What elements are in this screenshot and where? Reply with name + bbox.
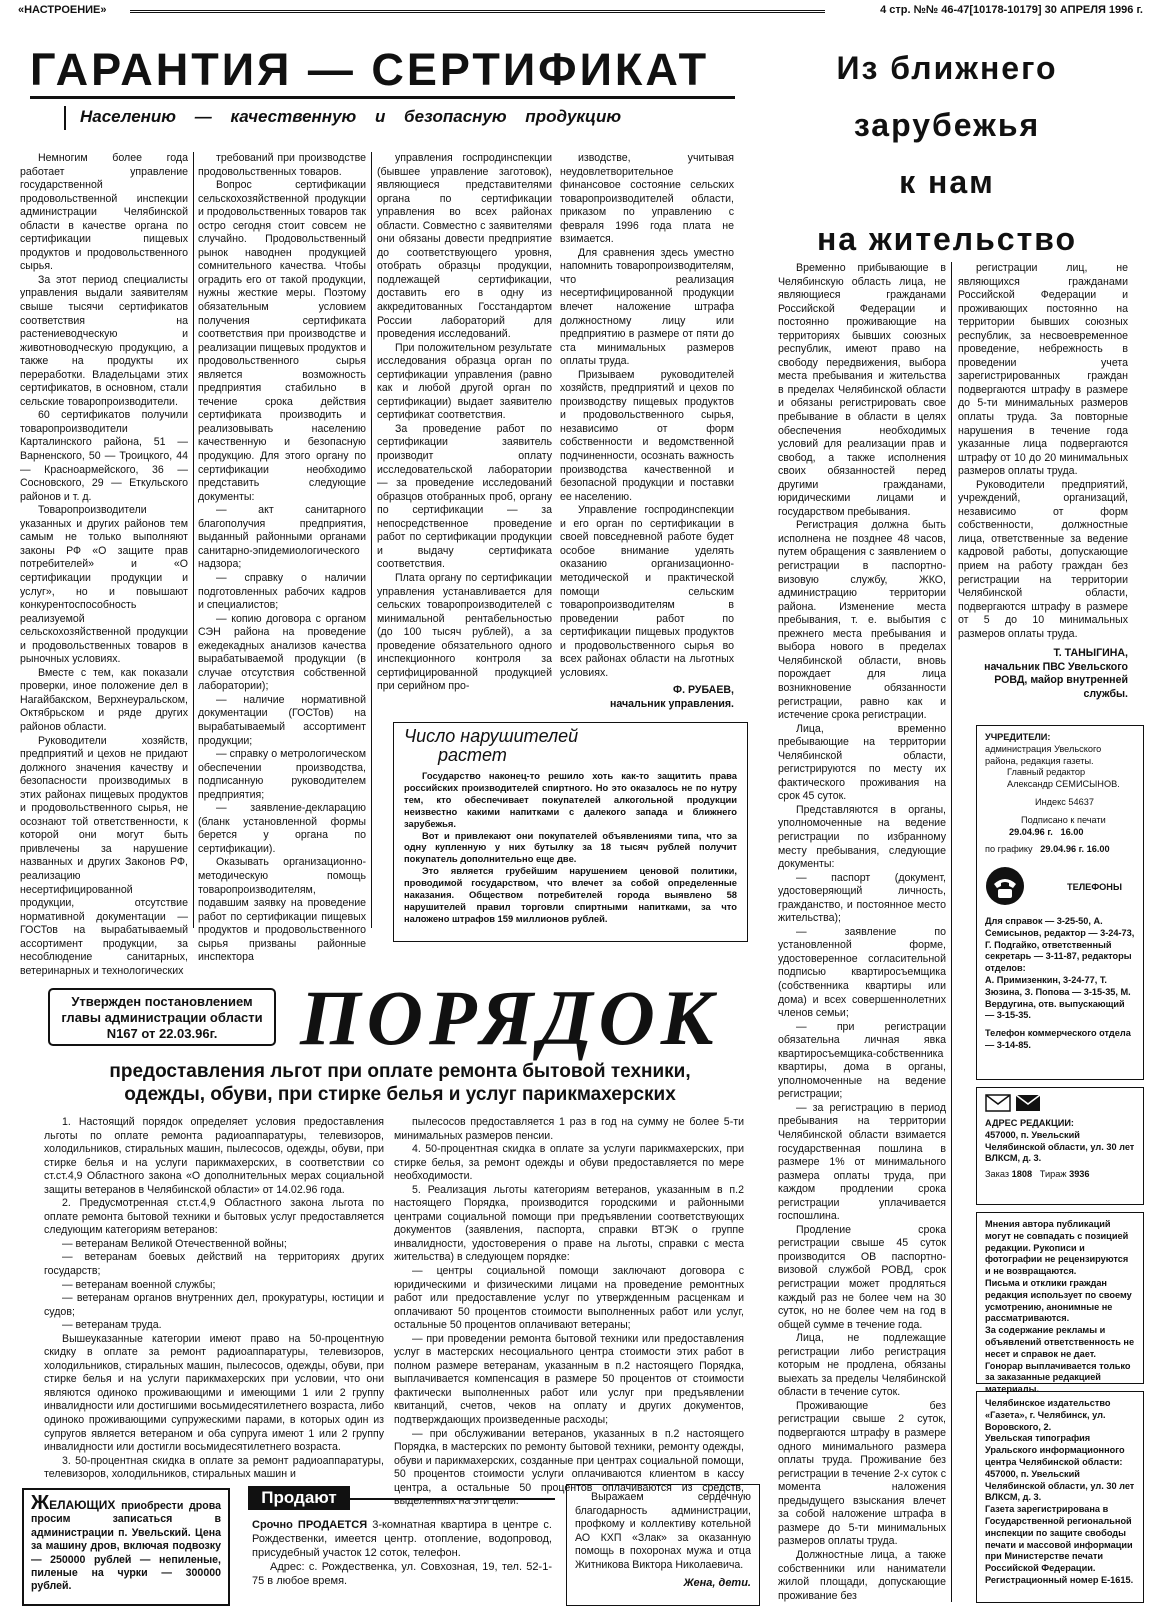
violators-title: Число нарушителей — [404, 726, 579, 746]
paragraph: Временно прибывающие в Челябинскую область лица, не являющиеся гражданами Российской Федерации и постоянно проживающие на территориях бывших союзных республик, имеют право на свободу передвижения, выбора места пребывания и жительства в пределах Челябинской области и обязаны регистрировать свое пребывание в области в целях обеспечения необходимых условий для реализации прав и свобод, а также исполнения своих обязанностей перед другими гражданами, юридическими лицами и государством пребывания. — [778, 262, 946, 518]
article2-title-line: зарубежья — [853, 107, 1041, 143]
phones-3: Телефон коммерческого отдела — 3-14-85. — [985, 1028, 1131, 1050]
paragraph: Представляются в органы, уполномоченные на ведение регистрации по избранному месту пребывания, следующие документы: — [778, 803, 946, 871]
paragraph: — акт санитарного благополучия предприятия, выданный районными органами санитарно-эпидемиологического надзора; — [198, 504, 366, 571]
schedule-value: 29.04.96 г. 16.00 — [1040, 844, 1110, 855]
paragraph: Это является грубейшим нарушением ценовой политики, проводимой государством, что влечет за собой определенные наказания. Обществом потребителей города выявлено 58 нарушителей правил торговли спиртными напитками, за что наложено штрафов 159 миллионов рублей. — [404, 865, 737, 924]
firewood-ad — [22, 1488, 230, 1606]
for-sale-lead: Срочно ПРОДАЕТСЯ — [252, 1519, 368, 1531]
envelope-icon — [985, 1094, 1011, 1112]
article3-column-2 — [394, 1116, 744, 1508]
article1-signature: Ф. РУБАЕВ, — [673, 684, 734, 697]
article1-column-4 — [560, 152, 734, 710]
article2-title — [762, 40, 1132, 268]
for-sale-body: 3-комнатная квартира в центре с. Рождественки, имеется центр. отопление, водопровод, присудебный участок 12 соток, телефон. — [252, 1519, 552, 1559]
schedule — [985, 844, 1135, 856]
paragraph: — ветеранам военной службы; — [62, 1278, 216, 1291]
paragraph: Оказывать организационно-методическую помощь товаропроизводителям, подавшим заявку на проведение работ по сертификации пищевых продуктов и продовольственного сырья призваны районные инспектора — [198, 856, 366, 964]
issue-info: 4 стр. №№ 46-47[10178-10179] 30 АПРЕЛЯ 1996 г. — [880, 4, 1143, 16]
paragraph: — центры социальной помощи заключают договора с юридическими и физическими лицами на проведение ремонтных работ или предоставление услуг по утвержденным расценкам и оплачивают 50 процентов стоимости выполненных работ или услуг, остальные 50 процентов оплачивают ветераны; — [394, 1265, 744, 1332]
article2-signature: Т. ТАНЫГИНА, — [1053, 647, 1128, 660]
article1-subtitle: Населению — качественную и безопасную продукцию — [80, 107, 622, 126]
newspaper-name: «НАСТРОЕНИЕ» — [18, 4, 107, 16]
founders-label: УЧРЕДИТЕЛИ: — [985, 732, 1051, 742]
phones-label: ТЕЛЕФОНЫ — [1067, 882, 1122, 893]
approval-stamp: Утвержден постановлением главы администрации области N167 от 22.03.96г. — [48, 988, 276, 1046]
print-label: Тираж — [1039, 1169, 1067, 1180]
signed-date — [985, 827, 1135, 839]
column-rule — [371, 152, 372, 928]
article3-column-1 — [44, 1116, 384, 1481]
paragraph: Лица, не подлежащие регистрации либо регистрация которым не продлена, обязаны выехать за пределы Челябинской области в течение суток. — [778, 1332, 946, 1399]
publisher-box — [976, 1391, 1144, 1603]
telephone-icon — [985, 866, 1025, 910]
signed-date-value: 29.04.96 г. — [1009, 826, 1053, 837]
violators-text — [404, 770, 737, 925]
paragraph: Руководители предприятий, учреждений, организаций, независимо от форм собственности, должностные лица, ответственные за ведение кадровой работы, допускающие прием на работу граждан без регистрации на территории Челябинской области, подвергаются штрафу в размере от 5 до 10 минимальных размеров оплаты труда. — [958, 478, 1128, 640]
paragraph: — при обслуживании ветеранов, указанных в п.2 настоящего Порядка, в мастерских по ремонту бытовой техники, ремонту одежды, обуви и парикмахерских, созданные при центрах социальной помощи, 50 процентов стоимости услуги оплачиваются клиентом в кассу центра, а остальные 50 процентов оплачиваются из средств, выделенных на эти цели. — [394, 1427, 744, 1508]
newspaper-header — [18, 4, 1143, 18]
paragraph: Для сравнения здесь уместно напомнить товаропроизводителям, что реализация несертифицированной продукции влечет наложение штрафа должностному лицу или предприятию в размере от пяти до ста минимальных размеров оплаты труда. — [560, 246, 734, 368]
paragraph: — справку о наличии подготовленных рабочих кадров и специалистов; — [198, 571, 366, 612]
paragraph: Немногим более года работает управление государственной продовольственной инспекции администрации Челябинской области в качестве органа по сертификации пищевых продуктов и продовольственного сырья. — [20, 152, 188, 273]
phones: Для справок — 3-25-50, А. Семисынов, редактор — 3-24-73, Г. Подгайко, ответственный секретарь — 3-11-87, редакторы отделов: — [985, 915, 1135, 974]
paragraph: Руководители хозяйств, предприятий и цехов не придают должного значения качеству и безопасности производимых в этих районах пищевых продуктов и продовольственного сырья, не осознают той ответственности, к которой они могут быть привлечены за нарушение названных и других Законов РФ, реализацию несертифицированной продукции, отсутствие нормативной документации — ГОСТов на вырабатываемый ассортимент продукции, за несоблюдение санитарных, ветеринарных и технологических — [20, 734, 188, 977]
article2-title-line: Из ближнего — [836, 50, 1058, 86]
paragraph: — паспорт (документ, удостоверяющий личность, гражданство, и постоянное место жительства); — [778, 871, 946, 925]
paragraph: — заявление по установленной форме, удостоверенное согласительной подписью квартиросъемщика (собственника квартиры или дома) и всех совершеннолетних членов семьи; — [778, 925, 946, 1020]
article1-column-2 — [198, 152, 366, 964]
article3-subtitle — [40, 1060, 760, 1106]
disclaimer-2: Письма и отклики граждан редакция использует по своему усмотрению, анонимные не рассматриваются. — [985, 1277, 1132, 1324]
schedule-label: по графику — [985, 844, 1033, 855]
firewood-initial: Ж — [31, 1492, 50, 1514]
article1-title: ГАРАНТИЯ — СЕРТИФИКАТ — [30, 44, 710, 95]
disclaimer-3: За содержание рекламы и объявлений ответственность не несет и справок не дает. Гонорар выплачивается только за заказанные редакцией материалы. — [985, 1325, 1135, 1395]
paragraph: За проведение работ по сертификации заявитель производит оплату исследовательской лаборатории — за проведение исследований образцов отобранных проб, органу по сертификации — за непосредственное проведение работ по сертификации продукции и выдачу сертификата соответствия. — [377, 422, 552, 571]
paragraph: Вместе с тем, как показали проверки, иное положение дел в Нагайбакском, Верхнеуральском, Октябрьском и ряде других районов области. — [20, 666, 188, 733]
mail-icons — [985, 1094, 1135, 1112]
address-label: АДРЕС РЕДАКЦИИ: — [985, 1118, 1074, 1128]
violators-box — [393, 722, 748, 942]
envelope-icon — [1015, 1094, 1041, 1112]
paragraph: Государство наконец-то решило хоть как-то защитить права российских производителей спиртного. Но это оказалось не по нутру тем, кто обеспечивает покупателей алкогольной продукции неизвестно какими напитками с далекого запада и ближнего зарубежья. — [404, 770, 737, 829]
phones-header — [985, 866, 1135, 910]
paragraph: 3. 50-процентная скидка в оплате за ремонт радиоаппаратуры, телевизоров, холодильников, стиральных машин и — [44, 1454, 384, 1481]
firewood-text — [31, 1492, 221, 1594]
address-box — [976, 1087, 1144, 1205]
founders: администрация Увельского района, редакция газеты. — [985, 743, 1102, 766]
for-sale-ad — [252, 1518, 552, 1606]
column-rule — [193, 152, 194, 928]
disclaimer-box — [976, 1212, 1144, 1395]
paragraph: изводстве, учитывая неудовлетворительное финансовое состояние сельских товаропроизводителей области, приказом по управлению с февраля 1996 года плата не взимается. — [560, 152, 734, 246]
condolence-signature: Жена, дети. — [683, 1576, 751, 1589]
condolence-text: Выражаем сердечную благодарность администрации, профкому и коллективу котельной АО КХП «Злак» за оказанную помощь в похоронах мужа и отца Житникова Виктора Николаевича. — [575, 1491, 751, 1571]
paragraph: 4. 50-процентная скидка в оплате за услуги парикмахерских, при стирке белья, за ремонт одежды и обуви предоставляется по мере необходимости. — [394, 1143, 744, 1183]
paragraph: При положительном результате исследования образца орган по сертификации управления (равно как и любой другой орган по сертификации) выдает заявителю сертификат соответствия. — [377, 341, 552, 422]
paragraph: Призываем руководителей хозяйств, предприятий и цехов по производству пищевых продуктов и продовольственного сырья, независимо от форм собственности и ведомственной подчиненности, осознать важность производства качественной и безопасной продукции и поставки ее населению. — [560, 368, 734, 503]
order-print — [985, 1169, 1135, 1181]
paragraph: Товаропроизводители указанных и других районов тем самым не только выполняют законы РФ «О защите прав потребителей» и «О сертификации продукции и услуг», но и повышают конкурентоспособность реализуемой сельскохозяйственной продукции и продовольственных товаров в рыночных условиях. — [20, 504, 188, 666]
paragraph: Вот и привлекают они покупателей объявлениями типа, что за одну купленную у них бутылку за 18 тысяч рублей получит покупатель дополнительно еще две. — [404, 829, 737, 865]
paragraph: управления госпродинспекции (бывшее управление заготовок), являющиеся представителями органа по сертификации управления во всех районах области. Совместно с заявителями они обязаны довести предприятие до соответствующего уровня, отобрать образцы продукции, подлежащей сертификации, доставить его в одну из аккредитованных Госстандартом России лабораторий для проведения исследований. — [377, 152, 552, 341]
for-sale-text — [252, 1518, 552, 1560]
paragraph: — ветеранам труда. — [62, 1319, 162, 1332]
article1-signature-role: начальник управления. — [609, 697, 734, 710]
for-sale-address: Адрес: с. Рождественка, ул. Совхозная, 19, тел. 52-1-75 в любое время. — [252, 1561, 552, 1587]
paragraph: — при проведении ремонта бытовой техники или предоставления услуг в мастерских несоциального центра стоимости этих работ в полном размере ветеранам, указанным в п.2 настоящего Порядка, выплачивается компенсация в размере 50 процентов от стоимости фактически выполненных работ или услуг при предъявлении квитанций, счетов, чеков на оплату и других документов, подтверждающих произведенные расходы; — [394, 1332, 744, 1427]
article1-column-3 — [377, 152, 552, 693]
paragraph: — ветеранам боевых действий на территориях других государств; — [44, 1251, 384, 1278]
editor-label: Главный редактор — [1007, 767, 1086, 778]
paragraph: — за регистрацию в период пребывания на территории Челябинской области взимается государственная пошлина в размере 1% от минимального размера оплаты труда, при каждом продлении срока регистрации уплачивается госпошлина. — [778, 1101, 946, 1223]
order-number: 1808 — [1011, 1169, 1033, 1180]
paragraph: — копию договора с органом СЭН района на проведение ежедекадных анализов качества вырабатываемой продукции (в случае отсутствия собственной лаборатории); — [198, 612, 366, 693]
paragraph: — справку о метрологическом обеспечении производства, подписанную руководителем предприятия; — [198, 748, 366, 801]
article3-subtitle-line-1: предоставления льгот при оплате ремонта бытовой техники, — [109, 1061, 691, 1082]
printer: Увельская типография Уральского информационного центра Челябинской области: 457000, п. Увельский Челябинской области, ул. 30 лет ВЛКСМ, д. 3. — [985, 1433, 1135, 1503]
title-rule — [30, 96, 735, 99]
signed-time: 16.00 — [1060, 826, 1084, 837]
paragraph: — при регистрации обязательна личная явка квартиросъемщика-собственника квартиры, дома в органы, уполномоченные на ведение регистрации; — [778, 1020, 946, 1101]
article3-title: ПОРЯДОК — [300, 974, 720, 1061]
paragraph: требований при производстве продовольственных товаров. — [198, 152, 366, 178]
editor-name: Александр СЕМИСЫНОВ. — [1007, 779, 1120, 790]
subscription-index: Индекс 54637 — [1035, 796, 1094, 807]
paragraph: Регистрация должна быть исполнена не позднее 48 часов, путем обращения с заявлением о регистрации в паспортно-визовую службу, ЖКО, администрацию территории района. Изменение места пребывания, т. е. выбытия с прежнего места пребывания и выбора нового в пределах Челябинской области, вновь порождает для лица возникновение обязанности регистрации, равно как и истечение срока регистрации. — [778, 519, 946, 722]
firewood-caps: ЕЛАЮЩИХ — [49, 1498, 116, 1512]
order-label: Заказ — [985, 1169, 1010, 1180]
paragraph: За этот период специалисты управления выдали заявителям свыше тысячи сертификатов соответствия на растениеводческую и животноводческую продукцию, а также на продукты их переработки. Владельцами этих сертификатов, в основном, стали сельские товаропроизводители. — [20, 273, 188, 408]
header-rule — [130, 10, 825, 13]
paragraph: 60 сертификатов получили товаропроизводители Карталинского района, 51 — Варненского, 50 — Троицкого, 44 — Красноармейского, 36 — Сосновского, 29 — Еткульского районов и т. д. — [20, 409, 188, 503]
article3-subtitle-line-2: одежды, обуви, при стирке белья и услуг парикмахерских — [124, 1084, 676, 1105]
paragraph: пылесосов предоставляется 1 раз в год на сумму не более 5-ти минимальных размеров пенсии. — [394, 1116, 744, 1142]
column-rule — [951, 262, 952, 1602]
firewood-body: приобрести дрова просим записаться в администрации п. Увельский. Цена за машину дров, включая подвозку — 250000 рублей — непиленые, пиленые на чурки — 300000 рублей. — [31, 1500, 221, 1593]
paragraph: Продление срока регистрации свыше 45 суток производится ОВ паспортно-визовой службой РОВД, срок регистрации может продляться каждый раз не более чем на 30 суток, но не более чем на год в общей сумме в течение года. — [778, 1223, 946, 1331]
article2-column-2 — [958, 262, 1128, 722]
paragraph: — ветеранам органов внутренних дел, прокуратуры, юстиции и судов; — [44, 1292, 384, 1318]
paragraph: Лица, временно пребывающие на территории Челябинской области, регистрируются по месту их фактического проживания на срок 45 суток. — [778, 722, 946, 803]
paragraph: Вопрос сертификации сельскохозяйственной продукции и продовольственных товаров так остро сегодня стоит совсем не случайно. Продовольственный рынок наводнен продукцией сомнительного качества. Чтобы оградить его от такой продукции, нужны жесткие меры. Поэтому обязательным условием получения сертификата соответствия при производстве и реализации пищевых продуктов и продовольственного сырья является возможность предприятия стабильно в течение срока действия сертификата производить и реализовывать населению качественную и безопасную продукцию. Для этого органу по сертификации необходимо представить следующие документы: — [198, 179, 366, 503]
article2-signature-role: начальник ПВС Увельского РОВД, майор внутренней службы. — [984, 660, 1128, 700]
for-sale-header: Продают — [248, 1486, 350, 1510]
paragraph: Плата органу по сертификации управления устанавливается для сельских товаропроизводителей с минимальной рентабельностью (до 100 тысяч рублей), а за проведение обязательного одного инспекционного контроля за сертифицированной продукцией при серийном про- — [377, 571, 552, 693]
disclaimer: Мнения автора публикаций могут не совпадать с позицией редакции. Рукописи и фотографии не рецензируются и не возвращаются. — [985, 1219, 1129, 1277]
paragraph: — ветеранам Великой Отечественной войны; — [62, 1237, 287, 1250]
article2-column-1 — [778, 262, 946, 1602]
imprint-box — [976, 725, 1144, 1080]
address: 457000, п. Увельский Челябинской области, ул. 30 лет ВЛКСМ, д. 3. — [985, 1129, 1135, 1164]
violators-title-2: растет — [438, 745, 507, 765]
paragraph: 1. Настоящий порядок определяет условия предоставления льготы по оплате ремонта радиоаппаратуры, телевизоров, холодильников, стиральных машин, пылесосов, одежды, обуви, при стирке белья и на услуги парикмахерских, в соответствии со ст.ст.4,9 Областного закона «О дополнительных мерах социальной защиты ветеранов в Челябинской области» от 14.02.96 года. — [44, 1116, 384, 1196]
paragraph: 5. Реализация льготы категориям ветеранов, указанным в п.2 настоящего Порядка, производится городскими и районными центрами социальной помощи при предъявлении соответствующих документов (заявления, паспорта, справки ВТЭК о группе инвалидности, удостоверения о праве на льготы, справки с места жительства) в следующем порядке: — [394, 1183, 744, 1264]
paragraph: Проживающие без регистрации свыше 2 суток, подвергаются штрафу в размере одного минимального размера оплаты труда. Проживание без регистрации в течение 2-х суток с момента наложения предыдущего взыскания влечет за собой наложение штрафа в размере до 5-ти минимальных размеров оплаты труда. — [778, 1399, 946, 1548]
for-sale-rule — [350, 1498, 555, 1500]
condolence-ad — [566, 1484, 760, 1606]
article2-title-line: на жительство — [816, 221, 1078, 257]
article1-column-1 — [20, 152, 188, 977]
publisher: Челябинское издательство «Газета», г. Челябинск, ул. Воровского, 2. — [985, 1398, 1111, 1432]
paragraph: 2. Предусмотренная ст.ст.4,9 Областного закона льгота по оплате ремонта бытовой техники и бытовых услуг предоставляется следующим категориям ветеранов: — [44, 1197, 384, 1237]
signed-label: Подписано к печати — [1021, 814, 1106, 825]
article2-title-line: к нам — [899, 164, 995, 200]
paragraph: Вышеуказанные категории имеют право на 50-процентную скидку в оплате за ремонт радиоаппаратуры, телевизоров, холодильников, стиральных машин, пылесосов, одежды, обуви, при стирке белья и на услуги парикмахерских при условии, что они являются одиноко проживающими и имеющими 1 или 2 группу инвалидности или достигшими восьмидесятилетнего возраста, либо одиноко проживающими супружескими парами, в которых один из супругов является ветераном и оба супруга имеют 1 или 2 группу инвалидности или достигли восьмидесятилетнего возраста. — [44, 1332, 384, 1454]
print-run: 3936 — [1069, 1169, 1090, 1180]
paragraph: Управление госпродинспекции и его орган по сертификации в своей повседневной работе будет особое внимание уделять оказанию организационно-методической и практической помощи сельским товаропроизводителям в проведении работ по сертификации пищевых продуктов и продовольственного сырья во всех районах области на льготных условиях. — [560, 504, 734, 679]
subtitle-bar — [64, 106, 66, 130]
paragraph: регистрации лиц, не являющихся гражданами Российской Федерации и проживающих постоянно на территории бывших союзных республик, за несвоевременное проведение, небрежность в проведении учета зарегистрированных граждан подвергаются штрафу в размере до 5-ти минимальных размеров оплаты труда. За повторные нарушения в течение года указанные лица подвергаются штрафу от 10 до 20 минимальных размеров оплаты труда. — [958, 262, 1128, 478]
phones-2: А. Примизенкин, 3-24-77, Т. Зюзина, З. Попова — 3-15-35, М. Вердугина, отв. выпускающий — 3-15-35. — [985, 974, 1131, 1021]
registration: Газета зарегистрирована в Государственной региональной инспекции по защите свободы печати и массовой информации при Министерстве печати Российской Федерации. Регистрационный номер Е-1615. — [985, 1504, 1134, 1585]
paragraph: Должностные лица, а также собственники или наниматели жилой площади, допускающие проживание без — [778, 1548, 946, 1602]
paragraph: — заявление-декларацию (бланк установленной формы берется у органа по сертификации). — [198, 802, 366, 855]
paragraph: — наличие нормативной документации (ГОСТов) на вырабатываемый ассортимент продукции; — [198, 693, 366, 747]
